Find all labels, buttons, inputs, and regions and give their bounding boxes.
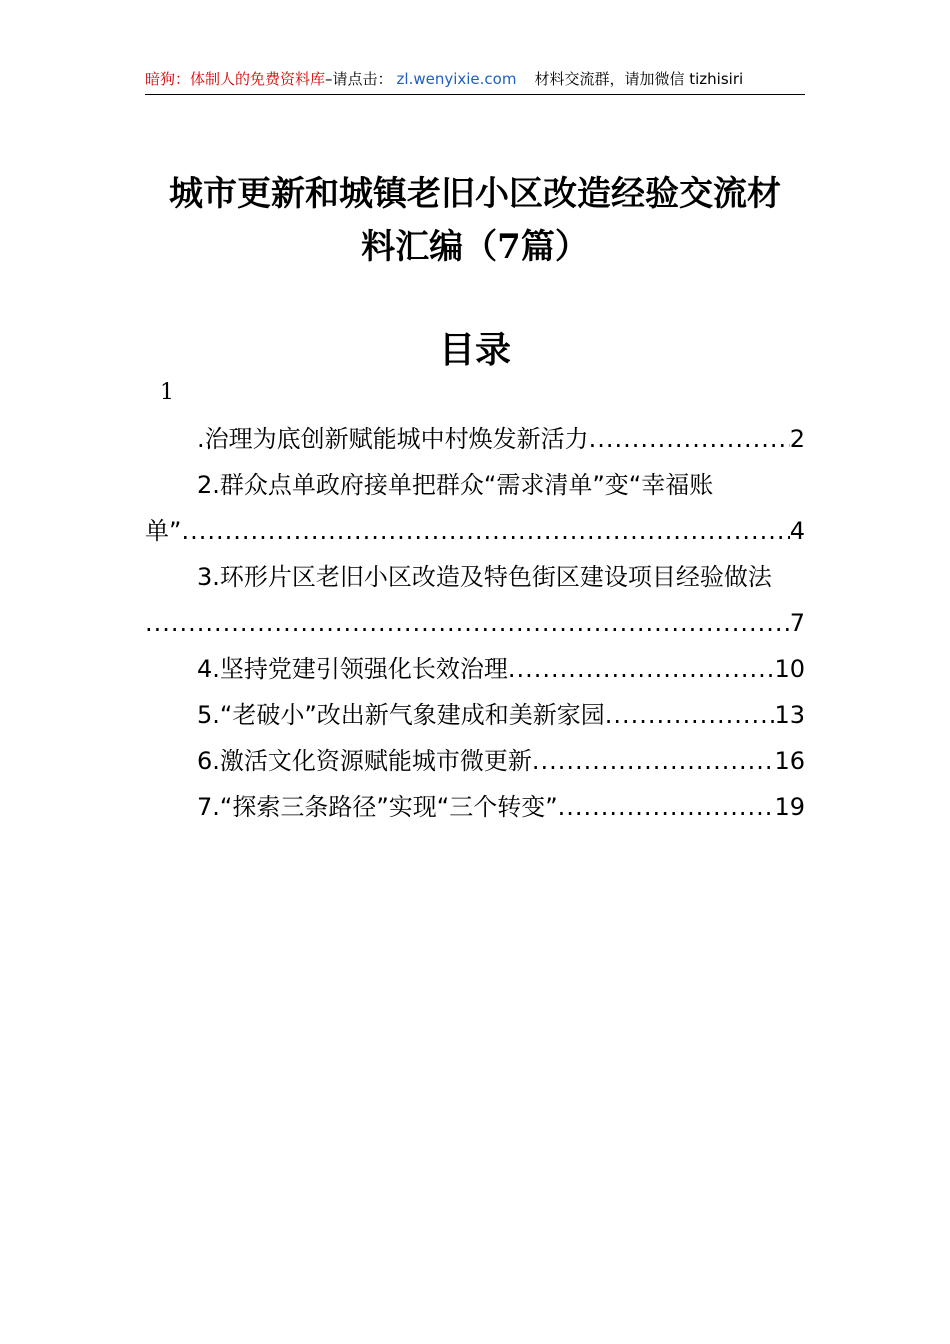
toc-entry-title: 7.“探索三条路径”实现“三个转变” [197,793,558,821]
toc-entry-title: .治理为底创新赋能城中村焕发新活力 [197,425,589,453]
header-prompt: –请点击： [325,70,393,88]
toc-entry-3-line-1[interactable]: 3.环形片区老旧小区改造及特色街区建设项目经验做法 [197,563,772,591]
toc-entry-page: 16 [774,747,805,775]
toc-entry-title: 6.激活文化资源赋能城市微更新 [197,747,532,775]
title-line-1: 城市更新和城镇老旧小区改造经验交流材 [169,174,781,214]
toc-entry-page: 13 [774,701,805,729]
toc-entry-2-line-1[interactable]: 2.群众点单政府接单把群众“需求清单”变“幸福账 [197,471,714,499]
toc-leader-dots [181,508,789,554]
header-group-info: 材料交流群，请加微信 tizhisiri [534,70,744,88]
toc-heading: 目录 [438,329,511,371]
toc-entry-7[interactable] [145,784,805,830]
toc-entry-title: 5.“老破小”改出新气象建成和美新家园 [197,701,605,729]
toc-entry-page: 4 [789,517,805,545]
toc-entry-page: 2 [789,425,805,453]
toc-leader-dots [558,784,775,830]
page-header [145,68,805,95]
toc-entry-title: 4.坚持党建引领强化长效治理 [197,655,508,683]
toc-entry-5[interactable] [145,692,805,738]
toc-entry-1[interactable] [145,416,805,462]
toc-leader-dots [145,600,790,646]
toc-entry-6[interactable] [145,738,805,784]
document-title [145,168,805,274]
toc-entry-title: 单” [145,517,182,545]
title-line-2: 料汇编（7篇） [361,227,589,267]
toc-leader-dots [532,738,775,784]
header-url-link[interactable]: zl.wenyixie.com [396,70,517,88]
toc-leader-dots [605,692,775,738]
toc-entry-2[interactable] [145,508,805,554]
toc-leader-dots [589,416,790,462]
toc-leader-dots [508,646,775,692]
toc-first-number: 1 [160,380,174,405]
toc-entry-page: 10 [774,655,805,683]
header-brand: 暗狗：体制人的免费资料库 [145,70,326,88]
toc-entry-page: 19 [774,793,805,821]
table-of-contents [145,416,805,830]
toc-entry-page: 7 [789,609,805,637]
toc-entry-3[interactable] [145,600,805,646]
toc-entry-4[interactable] [145,646,805,692]
